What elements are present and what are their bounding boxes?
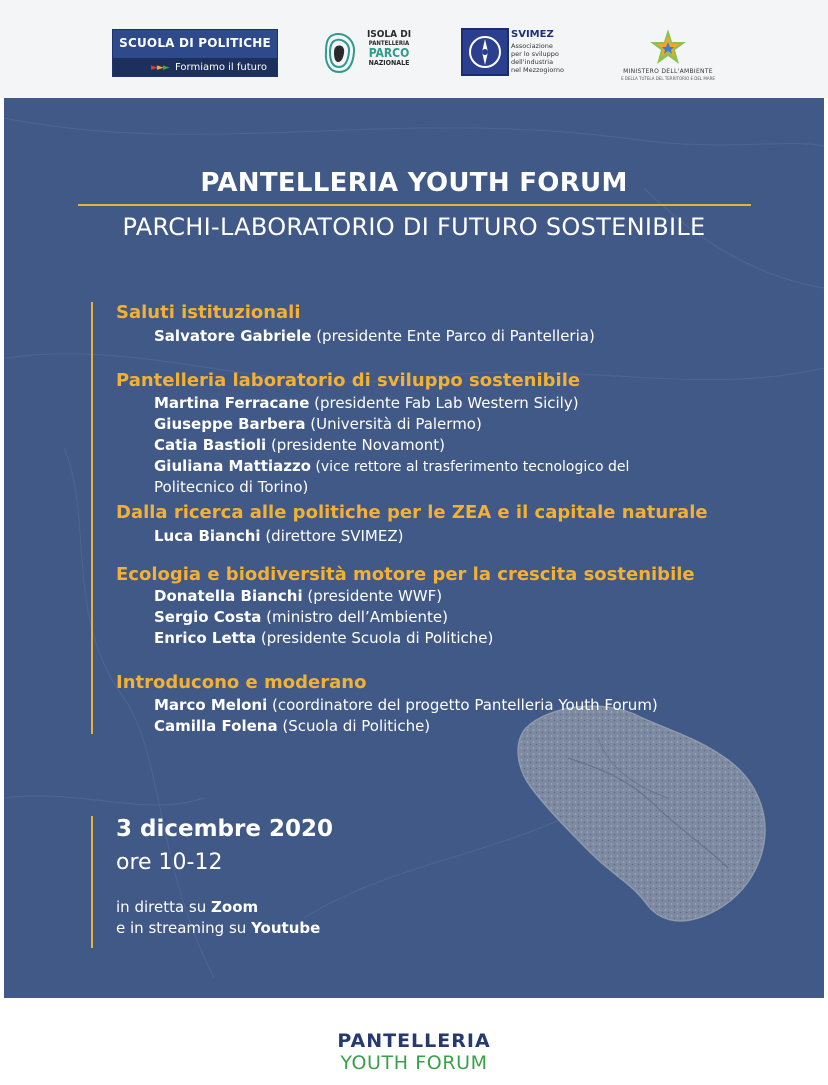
speaker-role: (Scuola di Politiche) [277,717,431,735]
event-time: ore 10-12 [116,850,223,875]
speaker-name: Sergio Costa [154,608,262,626]
svimez-logo-line4: nel Mezzogiorno [511,66,564,74]
speaker-role: (direttore SVIMEZ) [260,527,404,545]
section-title: Ecologia e biodiversità motore per la crescita sostenibile [116,564,695,585]
speaker-name: Catia Bastioli [154,436,267,454]
main-poster-panel [4,98,824,998]
scuola-di-politiche-logo [112,29,278,77]
speaker-role: (presidente Scuola di Politiche) [256,629,494,647]
ministero-logo-line1: MINISTERO DELL'AMBIENTE [623,68,713,75]
speaker-name: Enrico Letta [154,629,257,647]
speaker-name: Marco Meloni [154,696,268,714]
speaker-role: (ministro dell’Ambiente) [261,608,448,626]
speaker-name: Giuseppe Barbera [154,415,306,433]
speaker-name: Salvatore Gabriele [154,327,312,345]
island-fingerprint-icon [323,32,357,74]
isola-logo-line1: ISOLA DI [366,29,412,40]
speaker-name: Giuliana Mattiazzo [154,457,311,475]
scuola-logo-name: SCUOLA DI POLITICHE [119,36,271,50]
speaker [154,717,430,735]
svimez-logo-line2: per lo sviluppo [511,50,559,58]
speaker [154,696,658,714]
agenda-accent-line [91,302,93,734]
speaker-role: (Università di Palermo) [305,415,482,433]
star-emblem-icon [648,28,688,66]
pantelleria-island-icon [508,698,778,928]
isola-logo-line2: PANTELLERIA [368,40,410,47]
header-logo-bar [0,0,828,98]
section-title: Introducono e moderano [116,672,367,693]
svimez-logo-line1: Associazione [511,42,553,50]
speaker-role: (presidente Novamont) [266,436,445,454]
speaker [154,327,595,345]
section-title: Pantelleria laboratorio di sviluppo sostenibile [116,370,581,391]
svimez-logo [461,28,581,78]
isola-logo-line3: PARCO [368,46,410,60]
speaker [154,527,403,545]
stream-youtube: e in streaming su Youtube [116,919,321,937]
speaker [154,629,493,647]
speaker-name: Donatella Bianchi [154,587,303,605]
speaker-role: (coordinatore del progetto Pantelleria Youth Forum) [267,696,658,714]
speaker-role: (presidente Fab Lab Western Sicily) [309,394,579,412]
parco-pantelleria-logo [323,30,418,78]
svimez-logo-line3: dell'industria [511,58,554,66]
speaker [154,415,482,433]
speaker-name: Luca Bianchi [154,527,261,545]
speaker-name: Martina Ferracane [154,394,310,412]
stream-zoom: in diretta su Zoom [116,898,259,916]
speaker-name: Camilla Folena [154,717,278,735]
speaker-role: (vice rettore al trasferimento tecnologico del [310,459,630,475]
event-accent-line [91,816,93,948]
speaker [154,436,445,454]
section-title: Dalla ricerca alle politiche per le ZEA e il capitale naturale [116,502,708,523]
speaker-role: (presidente Ente Parco di Pantelleria) [311,327,595,345]
event-date: 3 dicembre 2020 [116,816,333,842]
arrows-icon: ►►► [151,63,169,73]
speaker-role-continued: Politecnico di Torino) [154,478,309,496]
ministero-logo-line2: E DELLA TUTELA DEL TERRITORIO E DEL MARE [621,76,715,81]
title-divider [78,204,751,206]
footer-logo-line2: YOUTH FORUM [340,1052,488,1074]
svimez-logo-name: SVIMEZ [511,29,554,40]
page-subtitle: PARCHI-LABORATORIO DI FUTURO SOSTENIBILE [122,213,706,241]
youtube-label: Youtube [251,919,321,937]
speaker [154,608,448,626]
zoom-label: Zoom [211,898,259,916]
speaker-role: (presidente WWF) [302,587,443,605]
page-title: PANTELLERIA YOUTH FORUM [200,168,628,198]
speaker [154,457,629,475]
scuola-logo-tagline: Formiamo il futuro [175,62,267,73]
footer-logo-line1: PANTELLERIA [337,1030,491,1052]
isola-logo-line4: NAZIONALE [368,59,410,67]
speaker [154,587,442,605]
speaker [154,394,579,412]
svimez-mark-icon [461,28,509,76]
section-title: Saluti istituzionali [116,302,301,323]
ministero-ambiente-logo [618,28,718,90]
